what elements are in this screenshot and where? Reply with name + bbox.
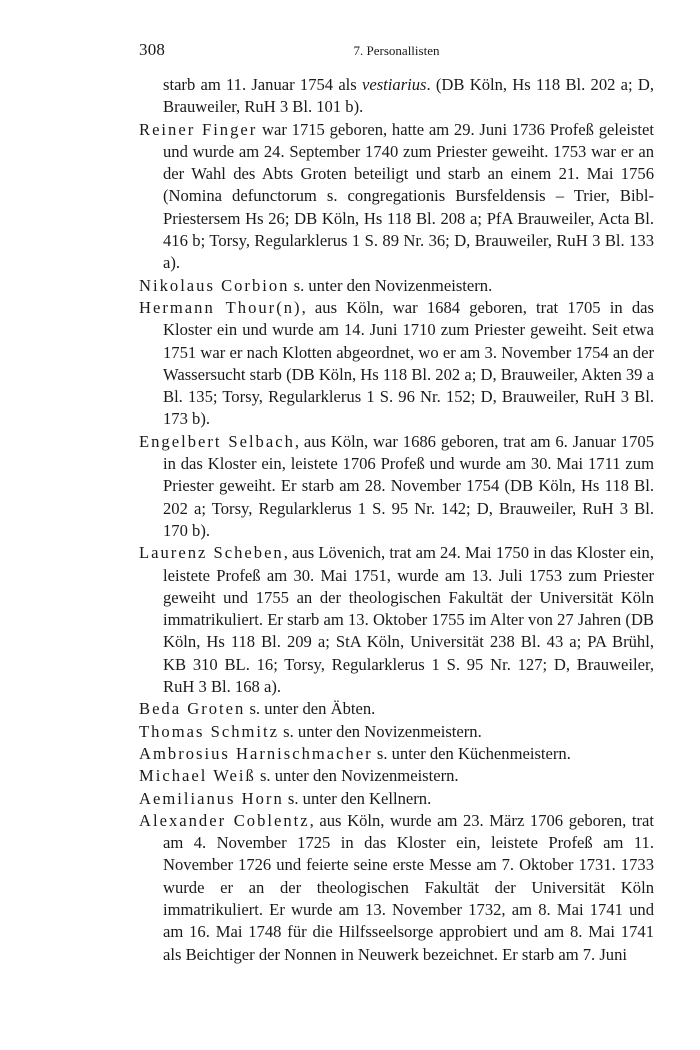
entry-text: s. unter den Novizenmeistern. [279,721,482,741]
person-name: Nikolaus Corbion [139,275,290,295]
person-name: Reiner Finger [139,119,258,139]
person-name: Alexander Coblentz [139,810,310,830]
entry-text: starb am 11. Januar 1754 als [163,75,362,94]
entry-italic-term: vestiarius [361,75,427,94]
entry-reiner-finger [139,119,654,275]
entry-text: s. unter den Kellnern. [283,788,432,808]
entry-engelbert-selbach [139,431,654,542]
person-name: Beda Groten [139,699,246,719]
page-number: 308 [139,40,166,59]
entry-alexander-coblentz [139,810,654,966]
person-name: Hermann Thour(n) [139,297,302,317]
entry-text: s. unter den Novizenmeistern. [255,766,459,786]
entry-aemilianus-horn [139,788,654,810]
entry-michael-weiss [139,765,654,787]
entry-text: . (DB Köln, Hs 118 Bl. 202 a; D, Brauweiler, RuH 3 Bl. 101 b). [163,75,654,117]
entry-thomas-schmitz [139,721,654,743]
entry-text: s. unter den Äbten. [245,699,376,719]
person-name: Michael Weiß [139,766,256,786]
entry-text: , aus Lövenich, trat am 24. Mai 1750 in das Kloster ein, leistete Profeß am 30. Mai 1751, wurde am 13. Juli 1753 zum Priester geweiht und 1755 an der theologischen Fakultät der Universität Köln immatrikuliert. Er starb am 13. Oktober 1755 im Alter von 27 Jahren (DB Köln, Hs 118 Bl. 209 a; StA Köln, Universität 238 Bl. 43 a; PA Brühl, KB 310 BL. 16; Torsy, Regularklerus 1 S. 95 Nr. 127; D, Brauweiler, RuH 3 Bl. 168 a). [163,543,654,697]
person-name: Aemilianus Horn [139,788,284,808]
person-name: Laurenz Scheben [139,543,284,563]
entry-beda-groten [139,698,654,720]
entry-hermann-thour [139,297,654,431]
person-name: Ambrosius Harnischmacher [139,743,373,763]
entry-text: , aus Köln, wurde am 23. März 1706 geboren, trat am 4. November 1725 in das Kloster ein, leistete Profeß am 11. November 1726 und feierte seine erste Messe am 7. Oktober 1731. 1733 wurde er an der theologischen Fakultät der Universität Köln immatrikuliert. Er wurde am 13. November 1732, am 8. Mai 1741 und am 16. Mai 1748 für die Hilfsseelsorge approbiert und am 8. Mai 1741 als Beichtiger der Nonnen in Neuwerk bezeichnet. Er starb am 7. Juni [163,810,654,964]
entry-text: s. unter den Novizenmeistern. [289,275,493,295]
entry-continuation [139,74,654,119]
chapter-title: 7. Personallisten [353,43,440,58]
entry-text: , aus Köln, war 1686 geboren, trat am 6. Januar 1705 in das Kloster ein, leistete 1706 Profeß und wurde am 30. Mai 1711 zum Priester geweiht. Er starb am 28. November 1754 (DB Köln, Hs 118 Bl. 202 a; Torsy, Regularklerus 1 S. 95 Nr. 142; D, Brauweiler, RuH 3 Bl. 170 b). [163,431,654,540]
entry-text: war 1715 geboren, hatte am 29. Juni 1736 Profeß geleistet und wurde am 24. September 1740 zum Priester geweiht. 1753 war er an der Wahl des Abts Groten beteiligt und starb an einem 21. Mai 1756 (Nomina defunctorum s. congregationis Bursfeldensis – Trier, Bibl-Priestersem Hs 26; DB Köln, Hs 118 Bl. 208 a; PfA Brauweiler, Acta Bl. 416 b; Torsy, Regularklerus 1 S. 89 Nr. 36; D, Brauweiler, RuH 3 Bl. 133 a). [163,119,654,273]
text-body [139,74,654,966]
entry-ambrosius-harnischmacher [139,743,654,765]
entry-laurenz-scheben [139,542,654,698]
entry-nikolaus-corbion [139,275,654,297]
person-name: Thomas Schmitz [139,721,279,741]
person-name: Engelbert Selbach [139,431,295,451]
entry-text: , aus Köln, war 1684 geboren, trat 1705 in das Kloster ein und wurde am 14. Juni 1710 zum Priester geweiht. Seit etwa 1751 war er nach Klotten abgeordnet, wo er am 3. November 1754 an der Wassersucht starb (DB Köln, Hs 118 Bl. 202 a; D, Brauweiler, Akten 39 a Bl. 135; Torsy, Regularklerus 1 S. 96 Nr. 152; D, Brauweiler, RuH 3 Bl. 173 b). [163,297,655,429]
running-head [139,40,654,62]
entry-text: s. unter den Küchenmeistern. [372,743,571,763]
